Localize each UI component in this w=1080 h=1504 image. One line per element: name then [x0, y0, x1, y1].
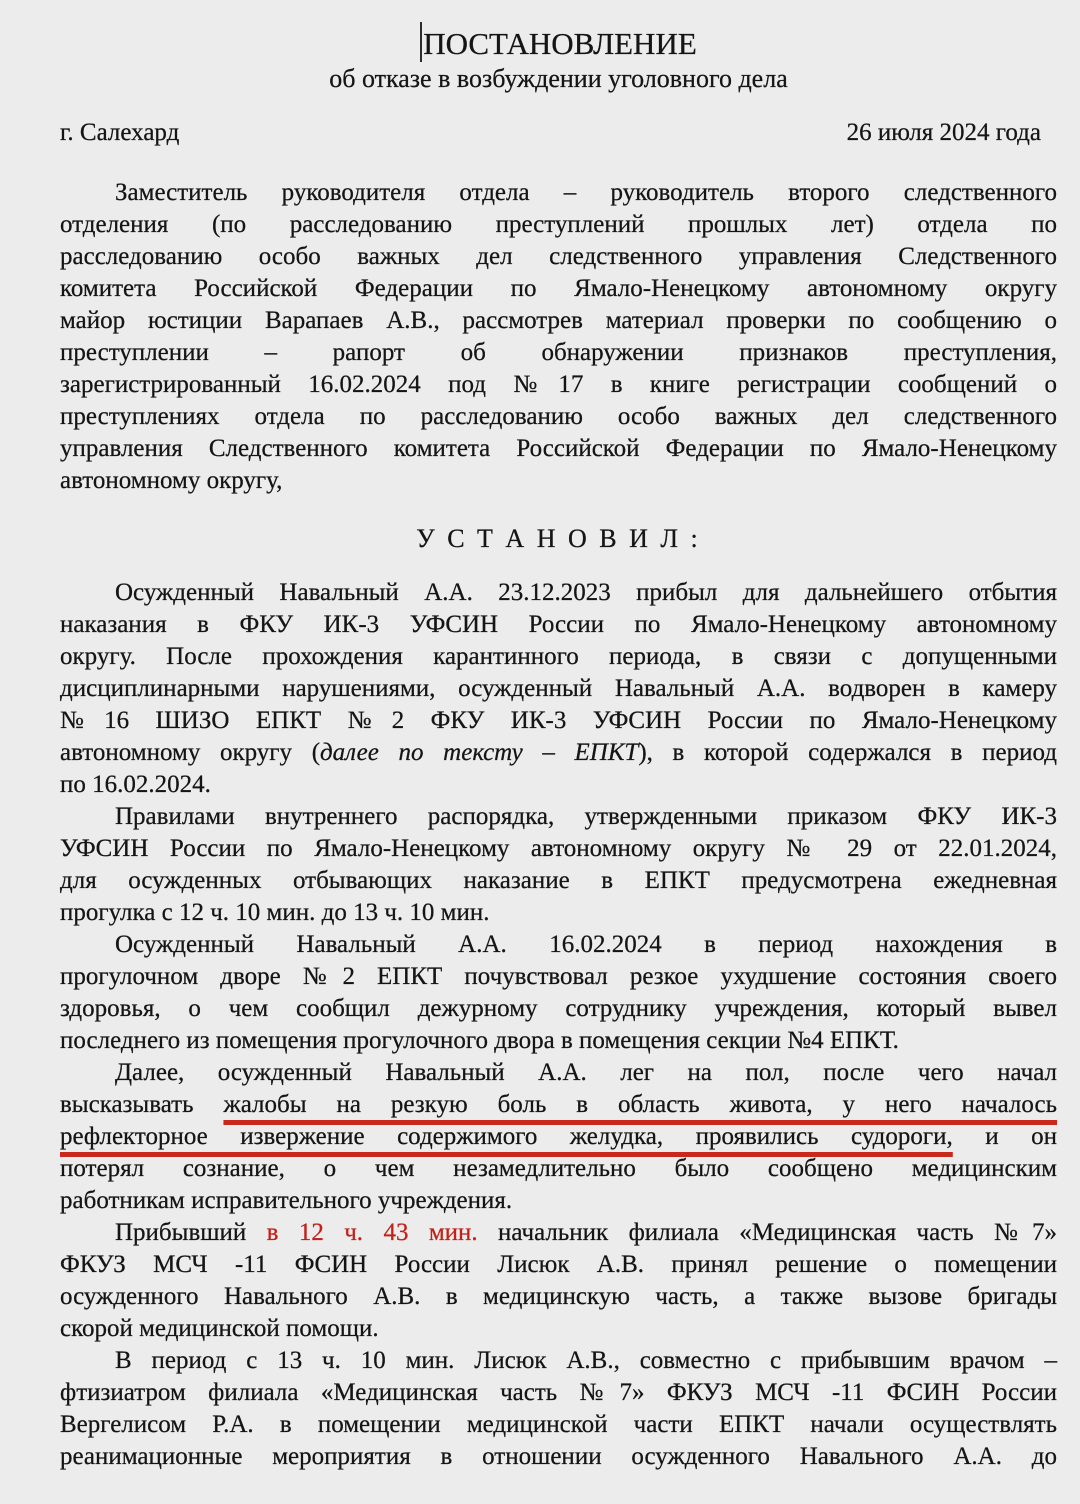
paragraph	[60, 177, 1057, 497]
text-segment: зарегистрированный 16.02.2024 под №17 в книге регистрации сообщений о	[60, 371, 1057, 398]
text-line	[60, 1313, 1057, 1345]
text-line	[60, 705, 1057, 737]
red-underlined-phrase: жалобы на резкую боль в область живота, у него началось	[223, 1091, 1058, 1118]
text-line	[60, 929, 1057, 961]
text-segment: Заместитель руководителя отдела – руководитель второго следственного	[115, 179, 1057, 206]
established-heading: У С Т А Н О В И Л :	[416, 524, 701, 553]
text-line	[60, 1121, 1057, 1153]
document-title-row	[60, 22, 1057, 63]
text-line	[60, 833, 1057, 865]
text-line	[60, 1025, 1057, 1057]
text-segment: преступлении – рапорт об обнаружении признаков преступления,	[60, 339, 1057, 366]
text-segment: автономному округу (	[60, 739, 321, 766]
text-line	[60, 1345, 1057, 1377]
text-line	[60, 1153, 1057, 1185]
text-segment: скорой медицинской помощи.	[60, 1315, 379, 1342]
document-subtitle: об отказе в возбуждении уголовного дела	[329, 64, 788, 93]
text-segment: высказывать	[60, 1091, 224, 1118]
text-segment: Вергелисом Р.А. в помещении медицинской части ЕПКТ начали осуществлять	[60, 1411, 1057, 1438]
paragraph	[60, 1345, 1057, 1473]
italic-text: далее по тексту – ЕПКТ	[320, 739, 639, 766]
text-segment: наказания в ФКУ ИК-3 УФСИН России по Ямало-Ненецкому автономному	[60, 611, 1057, 638]
text-segment: ), в которой содержался в период	[638, 739, 1057, 766]
text-line	[60, 369, 1057, 401]
text-line	[60, 1185, 1057, 1217]
paragraph	[60, 1057, 1057, 1217]
text-segment: прогулка с 12 ч. 10 мин. до 13 ч. 10 мин.	[60, 899, 490, 926]
text-segment: Правилами внутреннего распорядка, утвержденными приказом ФКУ ИК-3	[115, 803, 1057, 830]
text-line	[60, 1217, 1057, 1249]
text-line	[60, 337, 1057, 369]
text-line	[60, 433, 1057, 465]
text-line	[60, 865, 1057, 897]
text-line	[60, 609, 1057, 641]
text-cursor	[420, 22, 422, 62]
text-line	[60, 465, 1057, 497]
text-segment: фтизиатром филиала «Медицинская часть №7» ФКУЗ МСЧ -11 ФСИН России	[60, 1379, 1057, 1406]
text-line	[60, 993, 1057, 1025]
paragraph	[60, 801, 1057, 929]
text-line	[60, 1249, 1057, 1281]
text-line	[60, 1281, 1057, 1313]
text-line	[60, 305, 1057, 337]
text-segment: Прибывший	[115, 1219, 267, 1246]
document-title: ПОСТАНОВЛЕНИЕ	[423, 26, 697, 61]
text-line	[60, 1441, 1057, 1473]
text-segment: начальник филиала «Медицинская часть №7»	[477, 1219, 1057, 1246]
text-segment: преступлениях отдела по расследованию особо важных дел следственного	[60, 403, 1057, 430]
text-line	[60, 673, 1057, 705]
text-segment: последнего из помещения прогулочного двора в помещения секции №4 ЕПКТ.	[60, 1027, 899, 1054]
red-time-text: в 12 ч. 43 мин.	[266, 1219, 478, 1246]
text-segment: здоровья, о чем сообщил дежурному сотруднику учреждения, который вывел	[60, 995, 1057, 1022]
date-label: 26 июля 2024 года	[846, 119, 1041, 146]
text-segment: комитета Российской Федерации по Ямало-Ненецкому автономному округу	[60, 275, 1057, 302]
text-segment: №16 ШИЗО ЕПКТ №2 ФКУ ИК-3 УФСИН России по Ямало-Ненецкому	[60, 707, 1057, 734]
text-line	[60, 737, 1057, 769]
text-segment: Осужденный Навальный А.А. 16.02.2024 в период нахождения в	[115, 931, 1057, 958]
text-line	[60, 801, 1057, 833]
text-line	[60, 241, 1057, 273]
text-line	[60, 897, 1057, 929]
paragraph	[60, 929, 1057, 1057]
place-label: г. Салехард	[60, 119, 180, 146]
text-segment: работникам исправительного учреждения.	[60, 1187, 513, 1214]
text-line	[60, 177, 1057, 209]
place-date-row	[60, 117, 1057, 149]
text-segment: реанимационные мероприятия в отношении осужденного Навального А.А. до	[60, 1443, 1057, 1470]
text-line	[60, 1089, 1057, 1121]
text-segment: ФКУЗ МСЧ -11 ФСИН России Лисюк А.В. принял решение о помещении	[60, 1251, 1057, 1278]
text-segment: дисциплинарными нарушениями, осужденный Навальный А.А. водворен в камеру	[60, 675, 1057, 702]
text-segment: В период с 13 ч. 10 мин. Лисюк А.В., совместно с прибывшим врачом –	[115, 1347, 1057, 1374]
text-line	[60, 1409, 1057, 1441]
text-line	[60, 273, 1057, 305]
text-segment: автономному округу,	[60, 467, 283, 494]
text-line	[60, 961, 1057, 993]
text-segment: Далее, осужденный Навальный А.А. лег на пол, после чего начал	[115, 1059, 1057, 1086]
red-underlined-phrase: рефлекторное извержение содержимого желудка, проявились судороги,	[60, 1123, 953, 1150]
text-line	[60, 1377, 1057, 1409]
text-line	[60, 401, 1057, 433]
text-segment: и он	[952, 1123, 1057, 1150]
text-segment: для осужденных отбывающих наказание в ЕПКТ предусмотрена ежедневная	[60, 867, 1057, 894]
text-line	[60, 209, 1057, 241]
text-line	[60, 577, 1057, 609]
text-segment: округу. После прохождения карантинного периода, в связи с допущенными	[60, 643, 1057, 670]
text-segment: по 16.02.2024.	[60, 771, 211, 798]
text-segment: осужденного Навального А.В. в медицинскую часть, а также вызове бригады	[60, 1283, 1057, 1310]
text-segment: управления Следственного комитета Российской Федерации по Ямало-Ненецкому	[60, 435, 1057, 462]
text-segment: расследованию особо важных дел следственного управления Следственного	[60, 243, 1057, 270]
text-segment: УФСИН России по Ямало-Ненецкому автономному округу № 29 от 22.01.2024,	[60, 835, 1057, 862]
text-line	[60, 769, 1057, 801]
paragraph	[60, 1217, 1057, 1345]
text-segment: Осужденный Навальный А.А. 23.12.2023 прибыл для дальнейшего отбытия	[115, 579, 1057, 606]
text-segment: потерял сознание, о чем незамедлительно было сообщено медицинским	[60, 1155, 1057, 1182]
text-line	[60, 1057, 1057, 1089]
paragraph	[60, 577, 1057, 801]
document-body	[60, 177, 1057, 1473]
text-segment: прогулочном дворе №2 ЕПКТ почувствовал резкое ухудшение состояния своего	[60, 963, 1057, 990]
text-segment: отделения (по расследованию преступлений прошлых лет) отдела по	[60, 211, 1057, 238]
text-line	[60, 641, 1057, 673]
text-segment: майор юстиции Варапаев А.В., рассмотрев материал проверки по сообщению о	[60, 307, 1057, 334]
